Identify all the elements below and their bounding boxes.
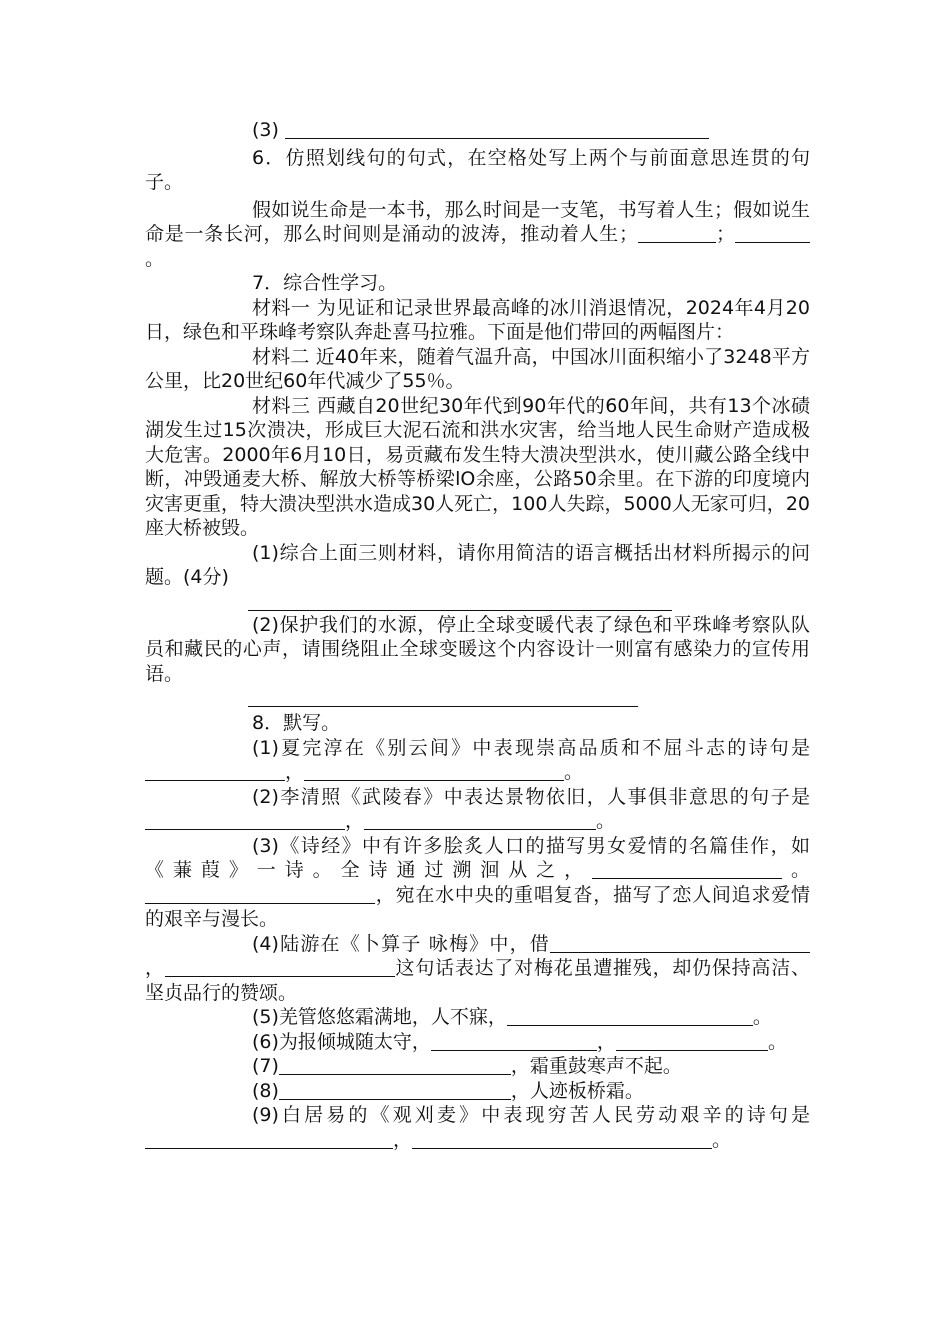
item-text: (1)夏完淳在《别云间》中表现崇高品质和不屈斗志的诗句是 (252, 736, 810, 759)
item-text: (9)白居易的《观刈麦》中表现穷苦人民劳动艰辛的诗句是 (252, 1104, 810, 1126)
q8-item-1 (145, 736, 810, 785)
punct: ， (596, 1030, 616, 1053)
punct: 。 (564, 761, 584, 783)
answer-blank[interactable] (364, 810, 596, 830)
q7-part-2: (2)保护我们的水源，停止全球变暖代表了绿色和平珠峰考察队队员和藏民的心声，请围绕阻止全球变暖这个内容设计一则富有感染力的宣传用语。 (145, 613, 810, 685)
answer-blank[interactable] (145, 810, 345, 830)
answer-blank[interactable] (735, 223, 810, 243)
q8-item-3 (145, 834, 810, 932)
item-label: (7) (252, 1055, 279, 1077)
q8-heading: 8．默写。 (252, 712, 341, 734)
punct: 。 (596, 810, 616, 832)
item-text: (2)李清照《武陵春》中表达景物依旧，人事俱非意思的句子是 (252, 785, 810, 808)
punct: 。 (782, 859, 810, 881)
q5-item-3 (145, 118, 810, 143)
q8-item-5 (145, 1005, 810, 1030)
punct: 。 (145, 247, 165, 270)
q8-item-7 (145, 1054, 810, 1079)
punct: 。 (712, 1128, 732, 1151)
item-text: ，人迹板桥霜。 (510, 1079, 644, 1102)
answer-blank[interactable] (638, 223, 716, 243)
punct: ， (345, 810, 365, 832)
answer-blank[interactable] (145, 1129, 393, 1149)
q6-text: 假如说生命是一本书，那么时间是一支笔，书写着人生；假如说生命是一条长河，那么时间则是涌动的波涛，推动着人生； (145, 198, 810, 245)
q8-item-2 (145, 785, 810, 834)
answer-blank[interactable] (592, 859, 782, 879)
answer-blank[interactable] (145, 761, 285, 781)
q8-item-6 (145, 1030, 810, 1055)
q8-item-8 (145, 1079, 810, 1104)
item-text: (4)陆游在《卜算子 咏梅》中，借 (252, 932, 550, 955)
answer-line[interactable] (248, 686, 638, 707)
punct: ， (285, 761, 305, 783)
item-text: (6)为报倾城随太守， (252, 1030, 431, 1053)
q8-item-9 (145, 1103, 810, 1152)
punct: ， (145, 957, 165, 979)
punct: ， (393, 1128, 413, 1151)
item-text: ，霜重鼓寒声不起。 (510, 1055, 682, 1077)
item-text: 这句话表达了对梅花虽遭摧残，却仍保持高洁、坚贞品行的赞颂。 (145, 957, 810, 1004)
answer-line[interactable] (248, 590, 672, 611)
document-page (145, 118, 810, 1152)
answer-blank[interactable] (616, 1031, 768, 1051)
answer-blank[interactable] (412, 1129, 712, 1149)
material-1: 材料一 为见证和记录世界最高峰的冰川消退情况，2024年4月20日，绿色和平珠峰考察队奔赴喜马拉雅。下面是他们带回的两幅图片： (145, 296, 810, 343)
q6-body (145, 198, 810, 272)
answer-blank[interactable] (165, 957, 395, 977)
q6-heading: 6．仿照划线句的句式，在空格处写上两个与前面意思连贯的句子。 (145, 146, 810, 193)
punct: ； (715, 223, 735, 245)
answer-blank[interactable] (145, 884, 375, 904)
answer-blank[interactable] (507, 1006, 753, 1026)
q7-part-1: (1)综合上面三则材料，请你用简洁的语言概括出材料所揭示的问题。(4分) (145, 541, 810, 588)
answer-blank[interactable] (550, 933, 810, 953)
item-text: (5)羌管悠悠霜满地，人不寐， (252, 1006, 507, 1028)
answer-blank[interactable] (279, 1055, 511, 1075)
material-3: 材料三 西藏自20世纪30年代到90年代的60年间，共有13个冰碛湖发生过15次溃决，形成巨大泥石流和洪水灾害，给当地人民生命财产造成极大危害。2000年6月10日，易贡藏布发生特大溃决型洪水，使川藏公路全线中断，冲毁通麦大桥、解放大桥等桥梁lO余座，公路50余里。在下游的印度境内灾害更重，特大溃决型洪水造成30人死亡，100人失踪，5000人无家可归，20座大桥被毁。 (145, 394, 810, 539)
answer-blank[interactable] (431, 1031, 597, 1051)
item-text: (3)《诗经》中有许多脍炙人口的描写男女爱情的名篇佳作，如《蒹葭》一诗。全诗通过溯洄从之， (145, 834, 810, 881)
punct: 。 (752, 1006, 772, 1028)
answer-blank[interactable] (304, 761, 564, 781)
answer-blank[interactable] (279, 1080, 511, 1100)
q8-item-4 (145, 932, 810, 1006)
q7-heading: 7．综合性学习。 (252, 272, 398, 294)
item-label: (3) (252, 119, 279, 141)
item-text: ，宛在水中央的重唱复沓，描写了恋人间追求爱情的艰辛与漫长。 (145, 883, 810, 930)
answer-blank[interactable] (285, 119, 709, 139)
item-label: (8) (252, 1079, 279, 1102)
punct: 。 (767, 1030, 787, 1053)
material-2: 材料二 近40年来，随着气温升高，中国冰川面积缩小了3248平方公里，比20世纪60年代减少了55％。 (145, 345, 810, 392)
